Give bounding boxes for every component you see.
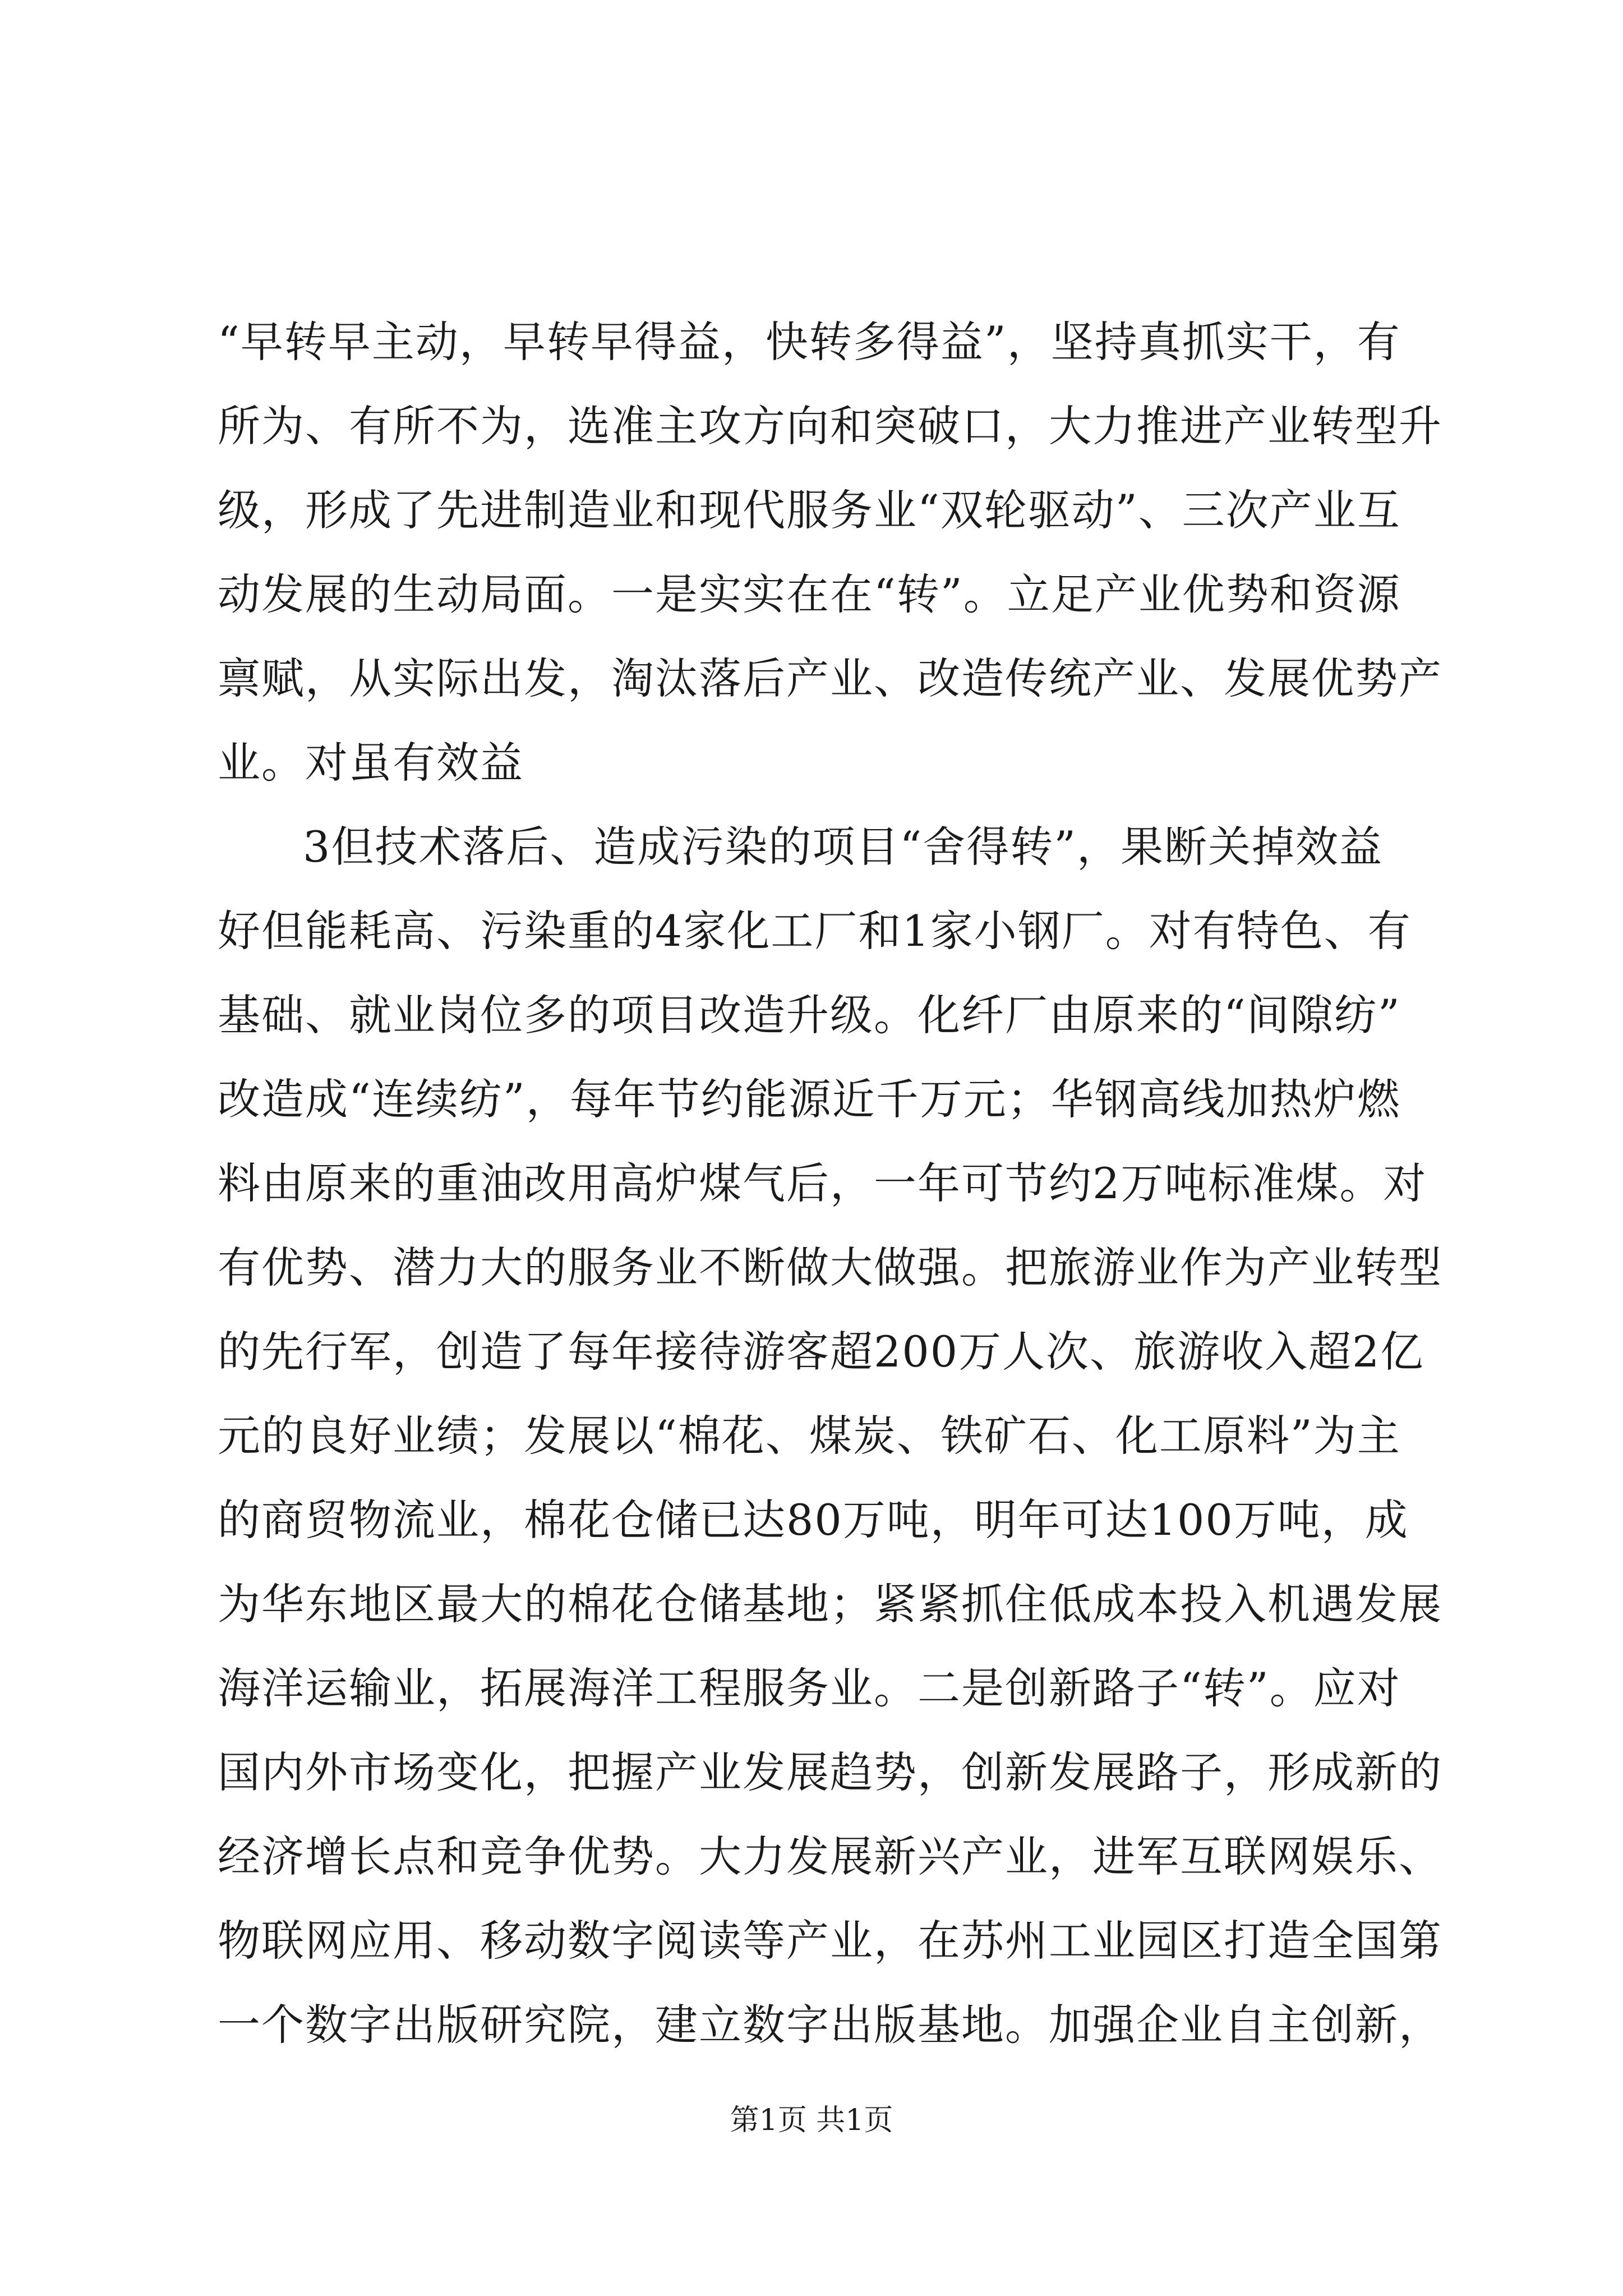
text-line: 好但能耗高、污染重的4家化工厂和1家小钢厂。对有特色、有: [218, 906, 1412, 956]
text-line: 经济增长点和竞争优势。大力发展新兴产业，进军互联网娱乐、: [218, 1832, 1442, 1881]
paragraph-first-line: 3但技术落后、造成污染的项目“舍得转”，果断关掉效益: [303, 822, 1384, 872]
document-body: [218, 300, 1442, 2067]
text-line: “早转早主动，早转早得益，快转多得益”，坚持真抓实干，有: [218, 317, 1401, 367]
text-line: 的商贸物流业，棉花仓储已达80万吨，明年可达100万吨，成: [218, 1495, 1409, 1545]
text-line: 一个数字出版研究院，建立数字出版基地。加强企业自主创新，: [218, 2000, 1442, 2050]
page-footer: [0, 2101, 1623, 2140]
text-line: 改造成“连续纺”，每年节约能源近千万元；华钢高线加热炉燃: [218, 1074, 1401, 1124]
text-line: 基础、就业岗位多的项目改造升级。化纤厂由原来的“间隙纺”: [218, 990, 1401, 1040]
text-line: 国内外市场变化，把握产业发展趋势，创新发展路子，形成新的: [218, 1747, 1442, 1797]
text-line: 为华东地区最大的棉花仓储基地；紧紧抓住低成本投入机遇发展: [218, 1579, 1442, 1629]
text-line: 动发展的生动局面。一是实实在在“转”。立足产业优势和资源: [218, 569, 1401, 619]
text-line: 料由原来的重油改用高炉煤气后，一年可节约2万吨标准煤。对: [218, 1158, 1427, 1208]
text-line: 业。对虽有效益: [218, 738, 524, 788]
text-line: 海洋运输业，拓展海洋工程服务业。二是创新路子“转”。应对: [218, 1663, 1401, 1713]
text-line: 禀赋，从实际出发，淘汰落后产业、改造传统产业、发展优势产: [218, 654, 1442, 703]
text-line: 所为、有所不为，选准主攻方向和突破口，大力推进产业转型升: [218, 401, 1442, 451]
text-line: 物联网应用、移动数字阅读等产业，在苏州工业园区打造全国第: [218, 1916, 1442, 1966]
text-line: 元的良好业绩；发展以“棉花、煤炭、铁矿石、化工原料”为主: [218, 1411, 1401, 1461]
page-number-label: 第1页 共1页: [730, 2104, 893, 2137]
text-line: 级，形成了先进制造业和现代服务业“双轮驱动”、三次产业互: [218, 485, 1401, 535]
text-line: 的先行军，创造了每年接待游客超200万人次、旅游收入超2亿: [218, 1327, 1424, 1377]
text-line: 有优势、潜力大的服务业不断做大做强。把旅游业作为产业转型: [218, 1243, 1442, 1292]
